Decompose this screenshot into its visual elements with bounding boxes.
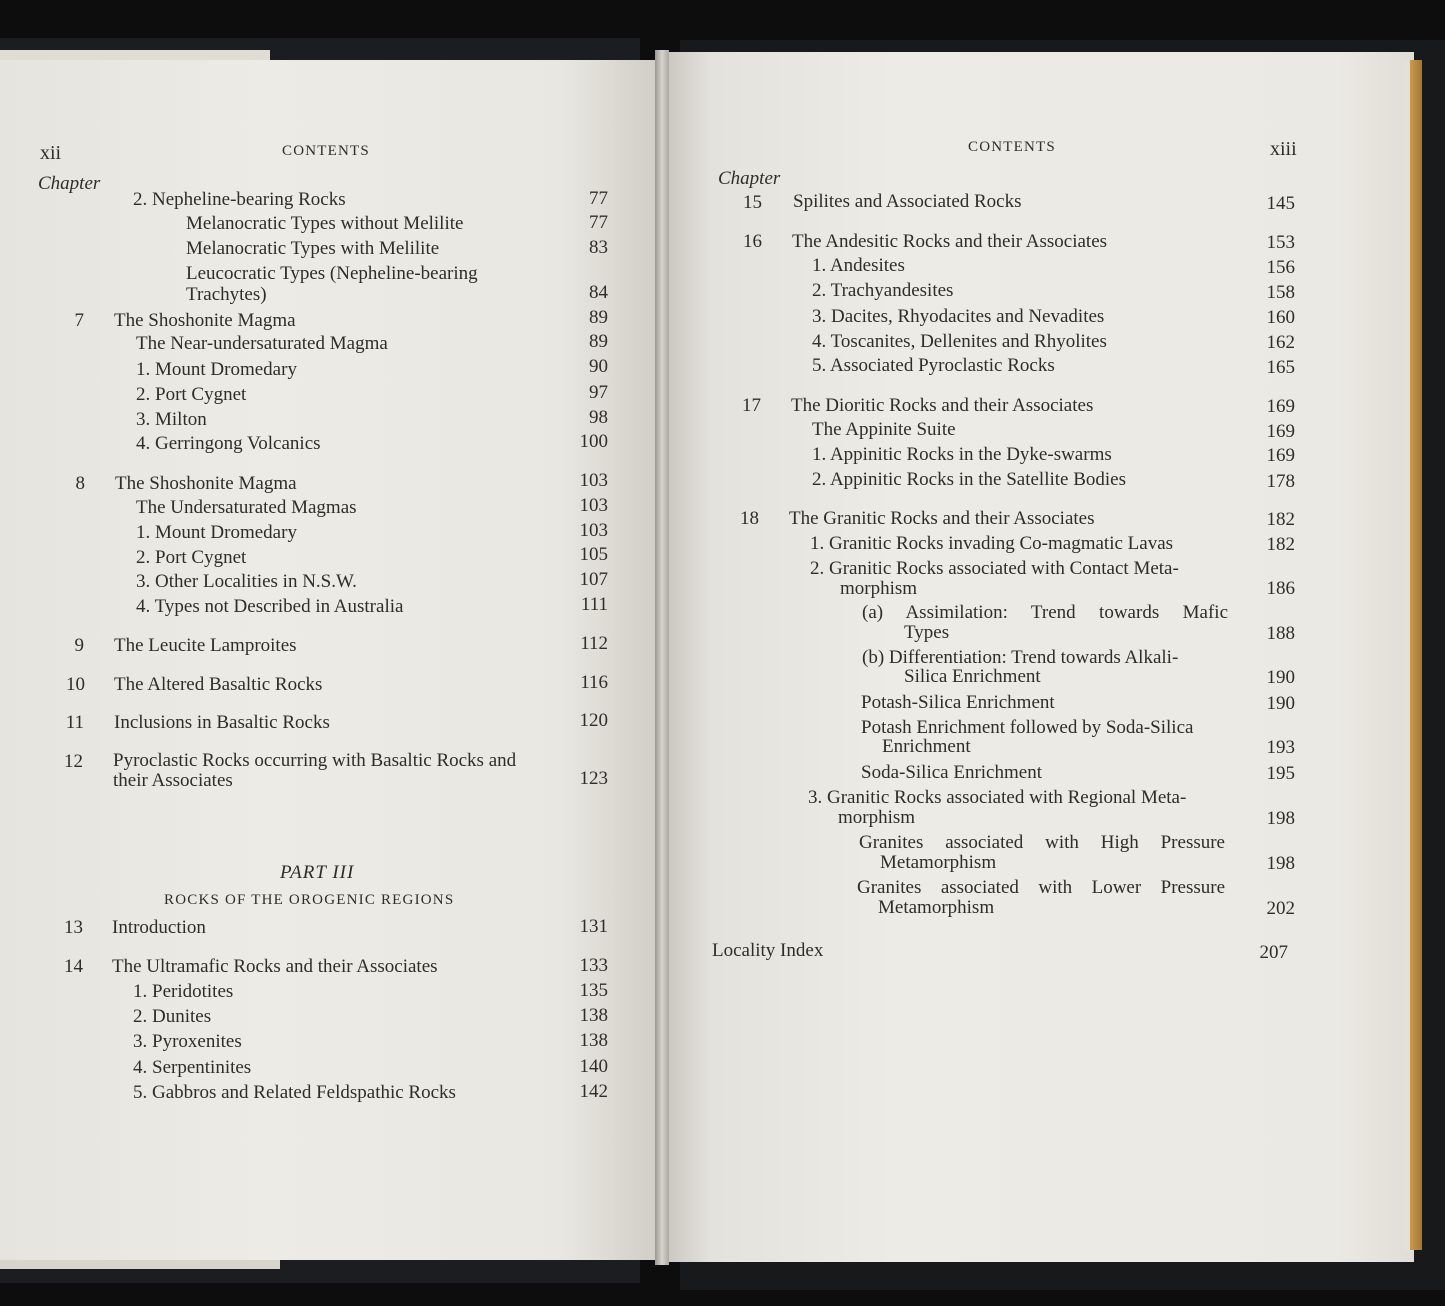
part-title: PART III [280, 862, 355, 883]
part-subtitle: ROCKS OF THE OROGENIC REGIONS [164, 892, 455, 908]
right-chapter-label: Chapter [718, 168, 781, 189]
left-folio: xii [40, 142, 62, 164]
cover-board-edge [1410, 60, 1422, 1250]
left-running-head: CONTENTS [282, 143, 370, 159]
left-chapter-label: Chapter [38, 173, 101, 194]
book-gutter [655, 50, 669, 1265]
right-running-head: CONTENTS [968, 139, 1056, 155]
right-folio: xiii [1270, 138, 1297, 160]
page-stack-edge [1403, 60, 1409, 1250]
